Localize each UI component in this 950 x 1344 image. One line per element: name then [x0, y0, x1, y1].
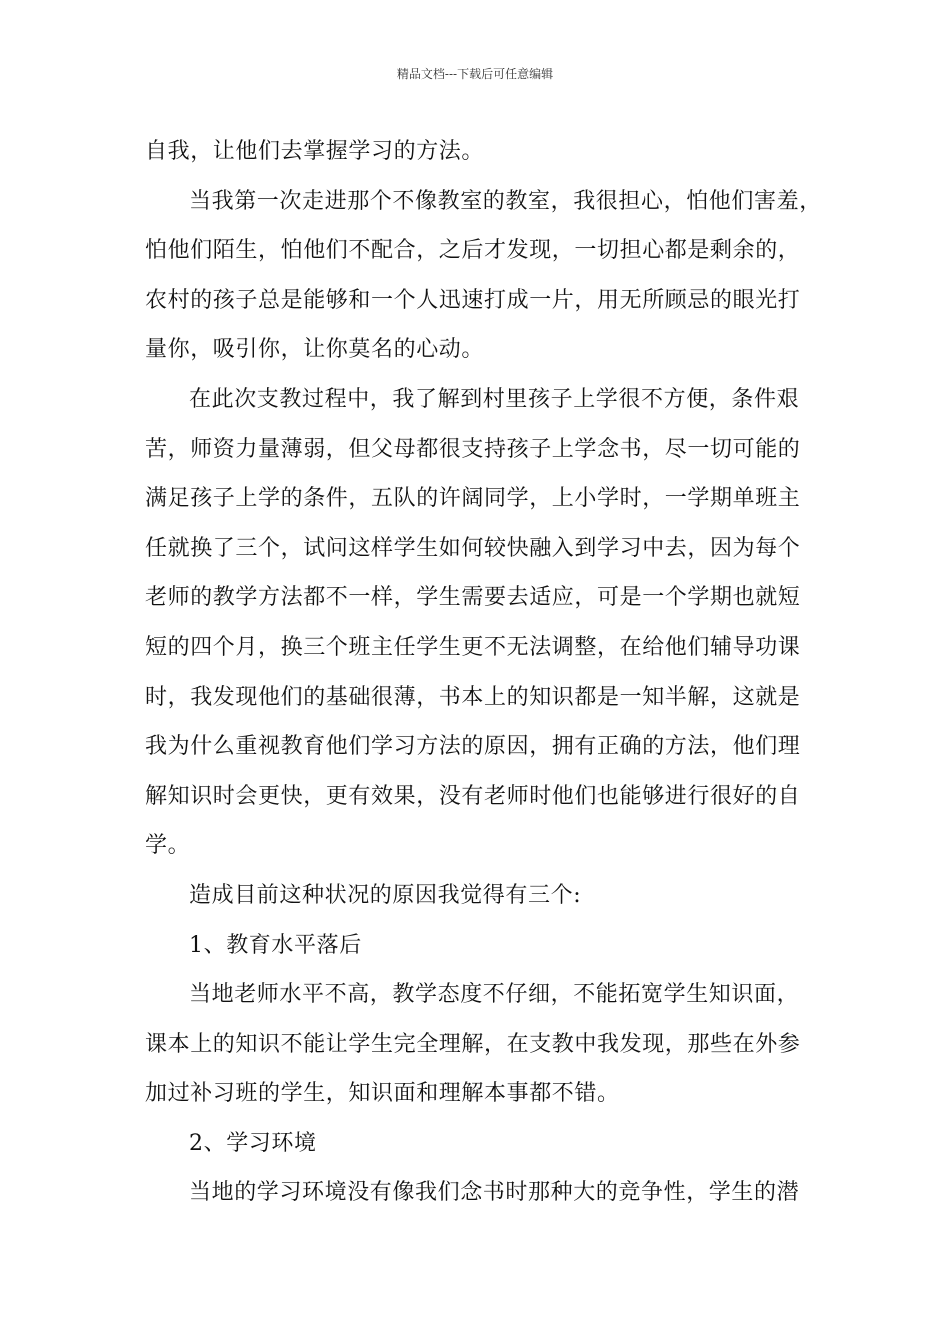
text-line: 我为什么重视教育他们学习方法的原因，拥有正确的方法，他们理	[145, 734, 801, 760]
text-line: 加过补习班的学生，知识面和理解本事都不错。	[145, 1081, 620, 1107]
text-line: 自我，让他们去掌握学习的方法。	[145, 139, 485, 164]
page-header: 精品文档---下载后可任意编辑	[396, 67, 554, 81]
text-line: 任就换了三个，试问这样学生如何较快融入到学习中去，因为每个	[145, 535, 801, 561]
text-line: 时，我发现他们的基础很薄，书本上的知识都是一知半解，这就是	[145, 684, 801, 710]
document-body	[145, 127, 835, 1218]
text-line: 短的四个月，换三个班主任学生更不无法调整，在给他们辅导功课	[145, 634, 801, 660]
text-line: 解知识时会更快，更有效果，没有老师时他们也能够进行很好的自	[145, 783, 801, 809]
text-line: 在此次支教过程中，我了解到村里孩子上学很不方便，条件艰	[189, 386, 800, 412]
section-heading: 2、学习环境	[189, 1130, 317, 1156]
text-line: 造成目前这种状况的原因我觉得有三个:	[189, 882, 582, 908]
text-line: 当我第一次走进那个不像教室的教室，我很担心，怕他们害羞，	[189, 188, 822, 214]
text-line: 学。	[145, 833, 191, 859]
section-heading: 1、教育水平落后	[189, 932, 362, 958]
text-line: 课本上的知识不能让学生完全理解，在支教中我发现，那些在外参	[145, 1031, 801, 1057]
text-line: 当地老师水平不高，教学态度不仔细，不能拓宽学生知识面，	[189, 982, 800, 1008]
text-line: 怕他们陌生，怕他们不配合，之后才发现，一切担心都是剩余的，	[145, 238, 801, 264]
text-line: 当地的学习环境没有像我们念书时那种大的竞争性，学生的潜	[189, 1180, 800, 1206]
text-line: 苦，师资力量薄弱，但父母都很支持孩子上学念书，尽一切可能的	[145, 436, 801, 462]
text-line: 满足孩子上学的条件，五队的许阔同学，上小学时，一学期单班主	[145, 486, 801, 512]
text-line: 量你，吸引你，让你莫名的心动。	[145, 337, 485, 363]
text-line: 老师的教学方法都不一样，学生需要去适应，可是一个学期也就短	[145, 585, 801, 611]
text-line: 农村的孩子总是能够和一个人迅速打成一片，用无所顾忌的眼光打	[145, 287, 801, 313]
